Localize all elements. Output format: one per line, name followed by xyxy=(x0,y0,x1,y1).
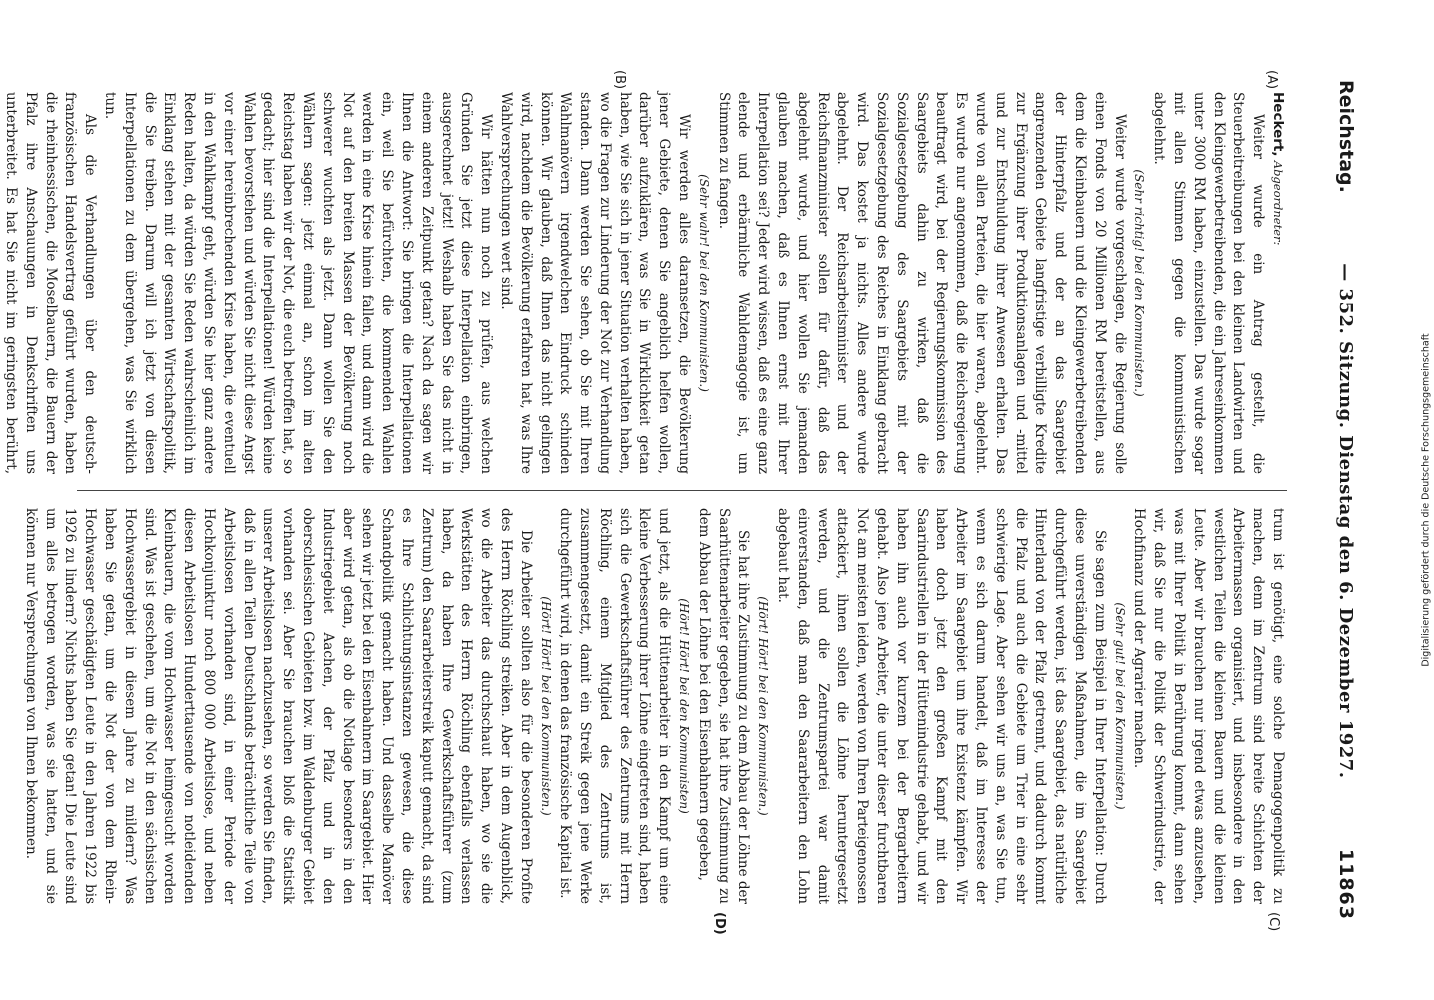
paragraph: Wir hätten nun noch zu prüfen, aus welchen Gründen Sie jetzt diese Interpellation einbringen, ausgerechnet jetzt! Weshalb haben Sie das nicht in einem anderen Zeitpunkt getan? Nach da sagen wir Ihnen die Antwort: Sie bringen die Interpellationen ein, weil Sie befürchten, die kommenden Wahlen werden in eine Krise hinein fallen, und dann wird die Not auf den breiten Massen der Bevölkerung noch schwerer wuchten als jetzt. Dann wollen Sie den Wählern sagen: jetzt einmal an, schon im alten Reichstag haben wir der Not, die euch betroffen hat, so gedacht; hier sind die Interpellationen! Würden keine Wahlen bevorstehen und würden Sie nicht diese Angst vor einer hereinbrechenden Krise haben, die eventuell in den Wahlkampf geht, würden Sie hier ganz andere Reden halten, da würden Sie Reden wahrscheinlich im Einklang stehen mit der gesamten Wirtschaftspolitik, die Sie treiben. Darum will ich jetzt von diesen Interpellationen zu dem übergehen, was Sie wirklich tun. xyxy=(101,92,495,474)
margin-mark-c: (C) xyxy=(1266,912,1281,932)
speaker-line xyxy=(1267,92,1287,474)
left-column xyxy=(3,92,1287,474)
paragraph: Sie hat ihre Zustimmung zu dem Abbau der Löhne der Saarhüttenarbeiter gegeben, sie hat ihre Zustimmung zu dem Abbau der Löhne bei den Eisenbahnern gegeben, xyxy=(695,508,752,904)
interjection: (Hört! Hört! bei den Kommunisten) xyxy=(677,598,692,814)
paragraph: und jetzt, als die Hüttenarbeiter in den Kampf um eine kleine Verbesserung ihrer Löhne eingetreten sind, haben sich die Gewerkschaftsführer des Zentrums mit Herrn Röchling, einem Mitglied des Zentrums ist, zusammengesetzt, damit ein Streik gegen jene Werke durchgeführt wird, in denen das französische Kapital ist. xyxy=(557,508,673,904)
interjection: (Hört! Hört! bei den Kommunisten.) xyxy=(756,596,771,816)
page-number: 11863 xyxy=(1335,848,1357,920)
interjection: (Sehr gut! bei den Kommunisten.) xyxy=(1112,602,1127,810)
interjection: (Sehr richtig! bei den Kommunisten.) xyxy=(1132,169,1147,397)
right-column xyxy=(22,508,1287,904)
interjection: (Hört! Hört! bei den Kommunisten.) xyxy=(538,596,553,816)
page-header xyxy=(1323,80,1357,920)
paragraph: trum ist genötigt, eine solche Demagogenpolitik zu machen, denn im Zentrum sind breite Schichten der Arbeitermassen organisiert, und insbesondere in den westlichen Teilen die kleinen Bauern und die kleinen Leute. Aber wir brauchen nur irgend etwas anzusehen, was mit Ihrer Politik in Berührung kommt, dann sehen wir, daß Sie nur die Politik der Schwerindustrie, der Hochfinanz und der Agrarier machen. xyxy=(1131,508,1286,904)
digitization-credit: Digitalisierung gefördert durch die Deutsche Forschungsgemeinschaft xyxy=(1420,333,1432,667)
margin-mark-d: (D) xyxy=(712,912,727,935)
paragraph: Weiter wurde vorgeschlagen, die Regierung solle einen Fonds von 20 Millionen RM bereitstellen, aus dem die Kleinbauern und die Kleingewerbetreibenden der Hinterpfalz und der an das Saargebiet angrenzenden Gebiete langfristige verbilligte Kredite zur Ergänzung ihrer Produktionsanlagen und -mittel und zur Entschuldung ihrer Anwesen erhalten. Das wurde von allen Parteien, die hier waren, abgelehnt. Es wurde nur angenommen, daß die Reichsregierung beauftragt wird, bei der Regierungskommission des Saargebiets dahin zu wirken, daß die Sozialgesetzgebung des Saargebiets mit der Sozialgesetzgebung des Reiches in Einklang gebracht wird. Das kostet ja nichts. Alles andere wurde abgelehnt. Der Reichsarbeitsminister und der Reichsfinanzminister sollen für dafür, daß das abgelehnt wurde, und hier wollen Sie jemanden glauben machen, daß es Ihnen ernst mit Ihrer Interpellation sei? Jeder wird wissen, daß es eine ganz elende und erbärmliche Wahldemagogie ist, um Stimmen zu fangen. xyxy=(715,92,1128,474)
header-left: Reichstag. xyxy=(1335,80,1357,193)
header-center: — 352. Sitzung. Dienstag den 6. Dezember 1927. xyxy=(1335,263,1356,779)
speaker-role: Abgeordneter: xyxy=(1271,160,1285,246)
margin-mark-a: (A) xyxy=(1264,70,1279,90)
paragraph: Die Arbeiter sollten also für die besonderen Profite des Herrn Röchling streiken. Aber in dem Augenblick, wo die Arbeiter das durchschaut haben, wo sie die Werkstätten des Herrn Röchling ebenfalls verlassen haben, da haben Ihre Gewerkschaftsführer (zum Zentrum) den Saararbeiterstreik kaputt gemacht, da sind es Ihre Schlichtungsinstanzen gewesen, die diese Schandpolitik gemacht haben. Und dasselbe Manöver sehen wir jetzt bei den Eisenbahnern im Saargebiet. Hier aber wird getan, als ob die Notlage besonders in den Industriegebiet Aachen, der Pfalz und in den oberschlesischen Gebieten bzw. im Waldenburger Gebiet vorhanden sei. Aber Sie brauchen bloß die Statistik unserer Arbeitslosen nachzusehen, so werden Sie finden, daß in allen Teilen Deutschlands beträchtliche Teile von Arbeitslosen vorhanden sind, in einer Periode der Hochkonjunktur noch 800 000 Arbeitslose, und neben diesen Arbeitslosen Hunderttausende von notleidenden Kleinbauern, die vom Hochwasser heimgesucht worden sind. Was ist geschehen, um die Not in den sächsischen Hochwassergebiet in diesem Jahre zu mildern? Was haben Sie getan, um die Not der von dem Rhein-Hochwasser geschädigten Leute in den Jahren 1922 bis 1926 zu lindern? Nichts haben Sie getan! Die Leute sind um alles betrogen worden, was sie hatten, und sie können nur Versprechungen von Ihnen bekommen. xyxy=(22,508,534,904)
column-divider xyxy=(77,490,1287,491)
paragraph: Als die Verhandlungen über den deutsch-französischen Handelsvertrag geführt wurden, haben die rheinhessischen, die Moselbauern, die Bauern der Pfalz ihre Anschauungen in Denkschriften uns unterbreitet. Es hat Sie nicht im geringsten berührt, xyxy=(3,92,99,474)
paragraph: Sie sagen zum Beispiel in Ihrer Interpellation: Durch diese unverständigen Maßnahmen, die im Saargebiet durchgeführt werden, ist das Saargebiet, das natürliche Hinterland von der Pfalz getrennt, und dadurch kommt die Pfalz und auch die Gebiete um Trier in eine sehr schwierige Lage. Aber sehen wir uns an, was Sie tun, wenn es sich darum handelt, daß im Interesse der Arbeiter im Saargebiet um ihre Existenz kämpfen. Wir haben doch jetzt den großen Kampf mit den Saarindustriellen in der Hüttenindustrie gehabt, und wir haben ihn auch vor kurzem bei der Bergarbeitern gehabt. Also jene Arbeiter, die unter dieser furchtbaren Not am meisten leiden, werden von Ihren Parteigenossen attackiert, ihnen sollen die Löhne heruntergesetzt werden, und die Zentrumspartei war damit einverstanden, daß man den Saararbeitern den Lohn abgebaut hat. xyxy=(775,508,1108,904)
margin-mark-b: (B) xyxy=(612,70,627,90)
digitization-credit-bar xyxy=(1418,8,1434,992)
paragraph: Wir werden alles daransetzen, die Bevölkerung jener Gebiete, denen Sie angeblich helfen wollen, darüber aufzuklären, was Sie in Wirklichkeit getan haben, wie Sie sich in jener Situation verhalten haben, wo die Fragen zur Linderung der Not zur Verhandlung standen. Dann werden Sie sehen, ob Sie mit Ihren Wahlmanövern irgendwelchen Eindruck schinden können. Wir glauben, daß Ihnen das nicht gelingen wird, nachdem die Bevölkerung erfahren hat, was Ihre Wahlversprechungen wert sind. xyxy=(497,92,693,474)
newspaper-page xyxy=(3,70,1387,935)
speaker-name: Heckert, xyxy=(1270,92,1286,157)
paragraph: Weiter wurde ein Antrag gestellt, die Steuerbeitreibungen bei den kleinen Landwirten und den Kleingewerbetreibenden, die ein Jahreseinkommen unter 3000 RM haben, einzustellen. Das wurde sogar mit allen Stimmen gegen die kommunistischen abgelehnt. xyxy=(1151,92,1267,474)
interjection: (Sehr wahr! bei den Kommunisten.) xyxy=(696,174,711,392)
